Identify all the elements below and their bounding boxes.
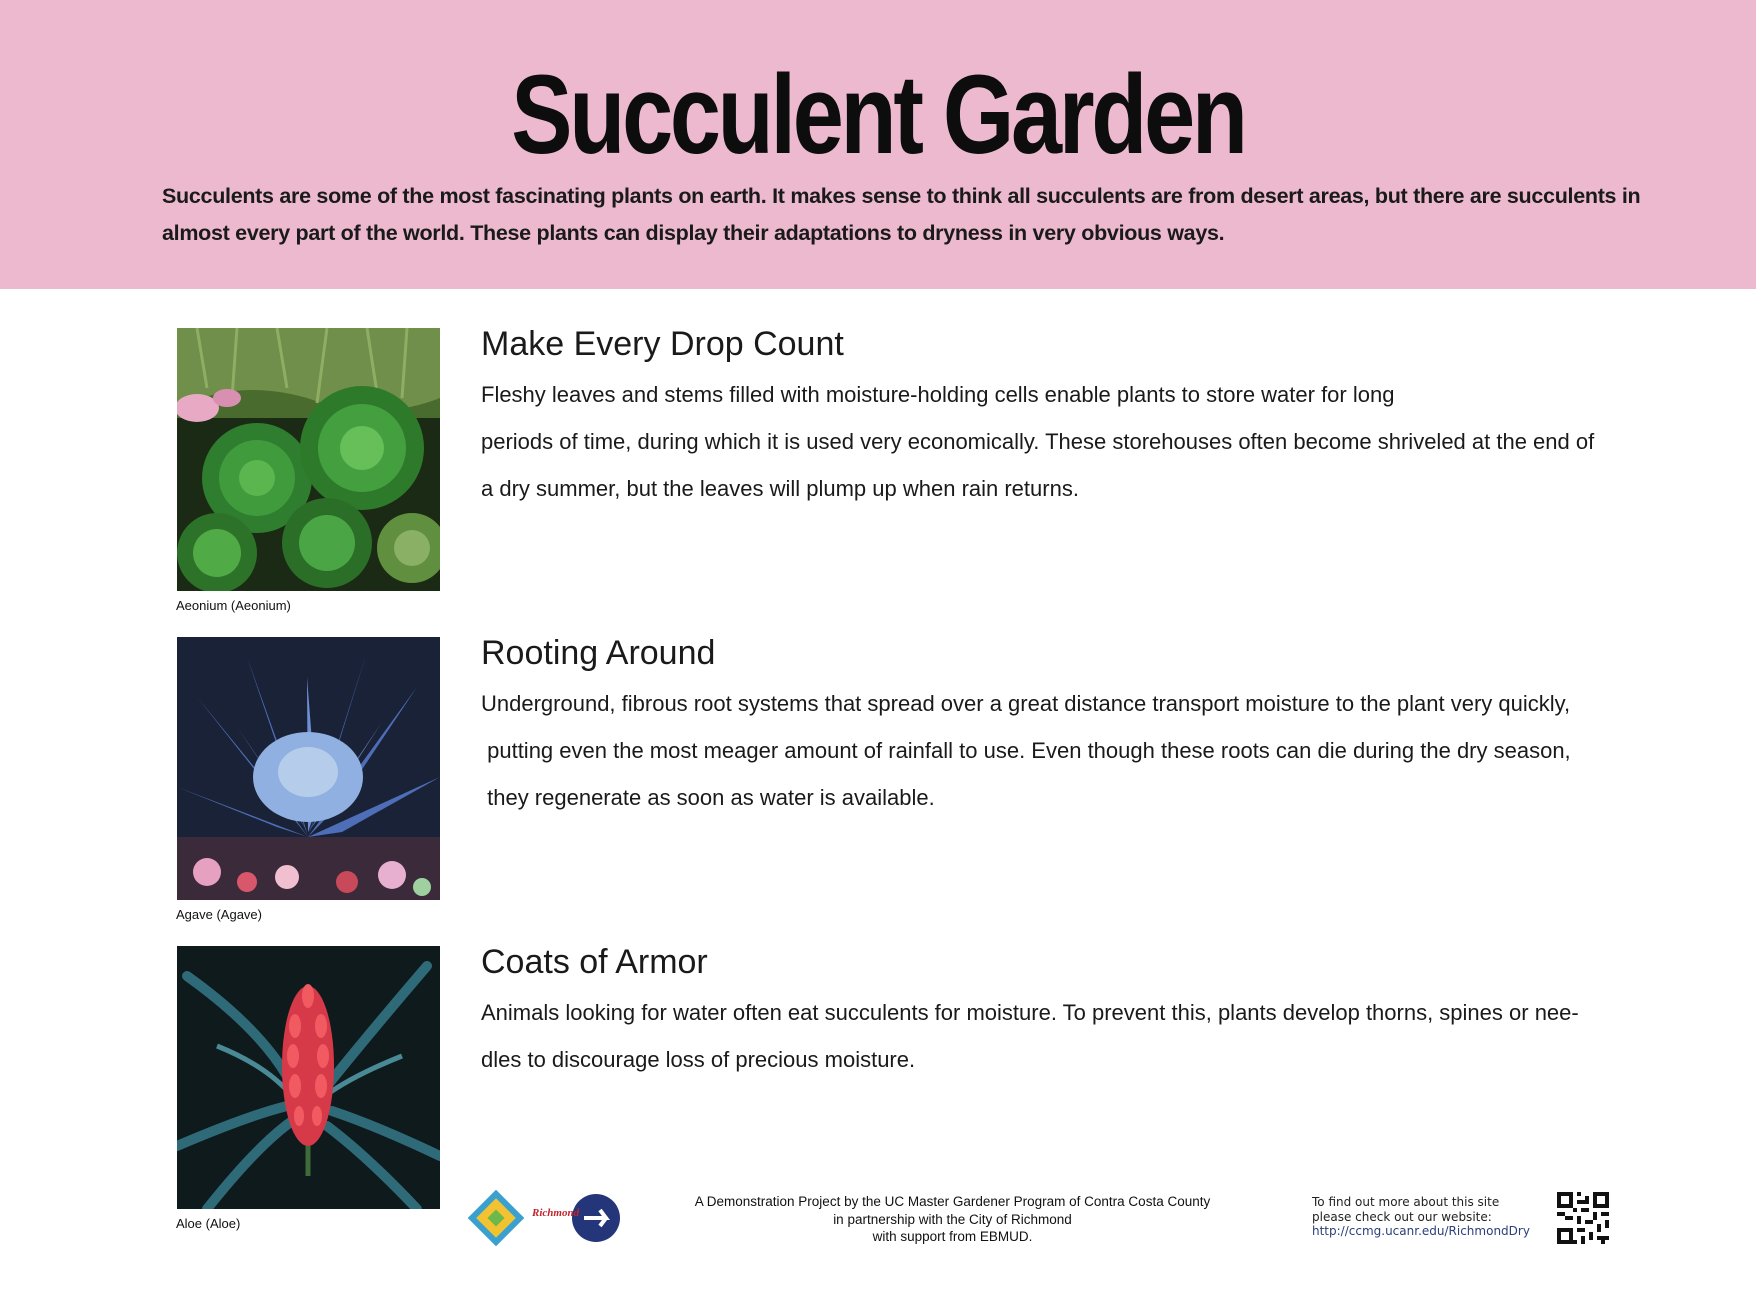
page-title: Succulent Garden xyxy=(511,52,1245,177)
section-body xyxy=(481,680,1631,821)
agave-caption: Agave (Agave) xyxy=(176,907,262,922)
section-title: Coats of Armor xyxy=(481,943,708,981)
aeonium-caption: Aeonium (Aeonium) xyxy=(176,598,291,613)
intro-paragraph: Succulents are some of the most fascinating plants on earth. It makes sense to think all succulents are from desert areas, but there are succulents in almost every part of the world. These plants can display their adaptations to dryness in very obvious ways. xyxy=(162,184,1641,245)
body-line: putting even the most meager amount of rainfall to use. Even though these roots can die during the dry season, xyxy=(481,738,1571,763)
footer-website xyxy=(1312,1195,1552,1239)
credit-line: in partnership with the City of Richmond xyxy=(833,1211,1072,1227)
header-banner xyxy=(0,0,1756,289)
body-line: they regenerate as soon as water is available. xyxy=(481,785,935,810)
section-body xyxy=(481,371,1631,512)
footer-credit xyxy=(680,1193,1225,1246)
agave-photo xyxy=(177,637,440,900)
section-title: Rooting Around xyxy=(481,634,716,672)
credit-line: A Demonstration Project by the UC Master Gardener Program of Contra Costa County xyxy=(694,1194,1211,1209)
section-title: Make Every Drop Count xyxy=(481,325,844,363)
website-line: please check out our website: xyxy=(1312,1209,1492,1224)
credit-line: with support from EBMUD. xyxy=(872,1229,1033,1244)
website-link[interactable]: http://ccmg.ucanr.edu/RichmondDry xyxy=(1312,1224,1530,1238)
body-line: Underground, fibrous root systems that spread over a great distance transport moisture to the plant very quickly, xyxy=(481,691,1571,716)
body-line: Animals looking for water often eat succulents for moisture. To prevent this, plants develop thorns, spines or nee- xyxy=(481,1000,1579,1025)
richmond-logo-text: Richmond xyxy=(532,1207,580,1219)
body-line: Fleshy leaves and stems filled with moisture-holding cells enable plants to store water for long xyxy=(481,382,1395,407)
partner-logos xyxy=(466,1190,626,1246)
master-gardener-logo xyxy=(466,1190,626,1246)
body-line: a dry summer, but the leaves will plump up when rain returns. xyxy=(481,476,1079,501)
section-body xyxy=(481,989,1631,1083)
body-line: dles to discourage loss of precious moisture. xyxy=(481,1047,916,1072)
aloe-caption: Aloe (Aloe) xyxy=(176,1216,241,1231)
body-line: periods of time, during which it is used very economically. These storehouses often become shriveled at the end of xyxy=(481,429,1595,454)
aloe-photo xyxy=(177,946,440,1209)
qr-code-icon[interactable] xyxy=(1557,1192,1609,1244)
website-line: To find out more about this site xyxy=(1312,1195,1500,1209)
agave-image xyxy=(177,637,440,900)
aeonium-photo xyxy=(177,328,440,591)
aloe-image xyxy=(177,946,440,1209)
aeonium-image xyxy=(177,328,440,591)
